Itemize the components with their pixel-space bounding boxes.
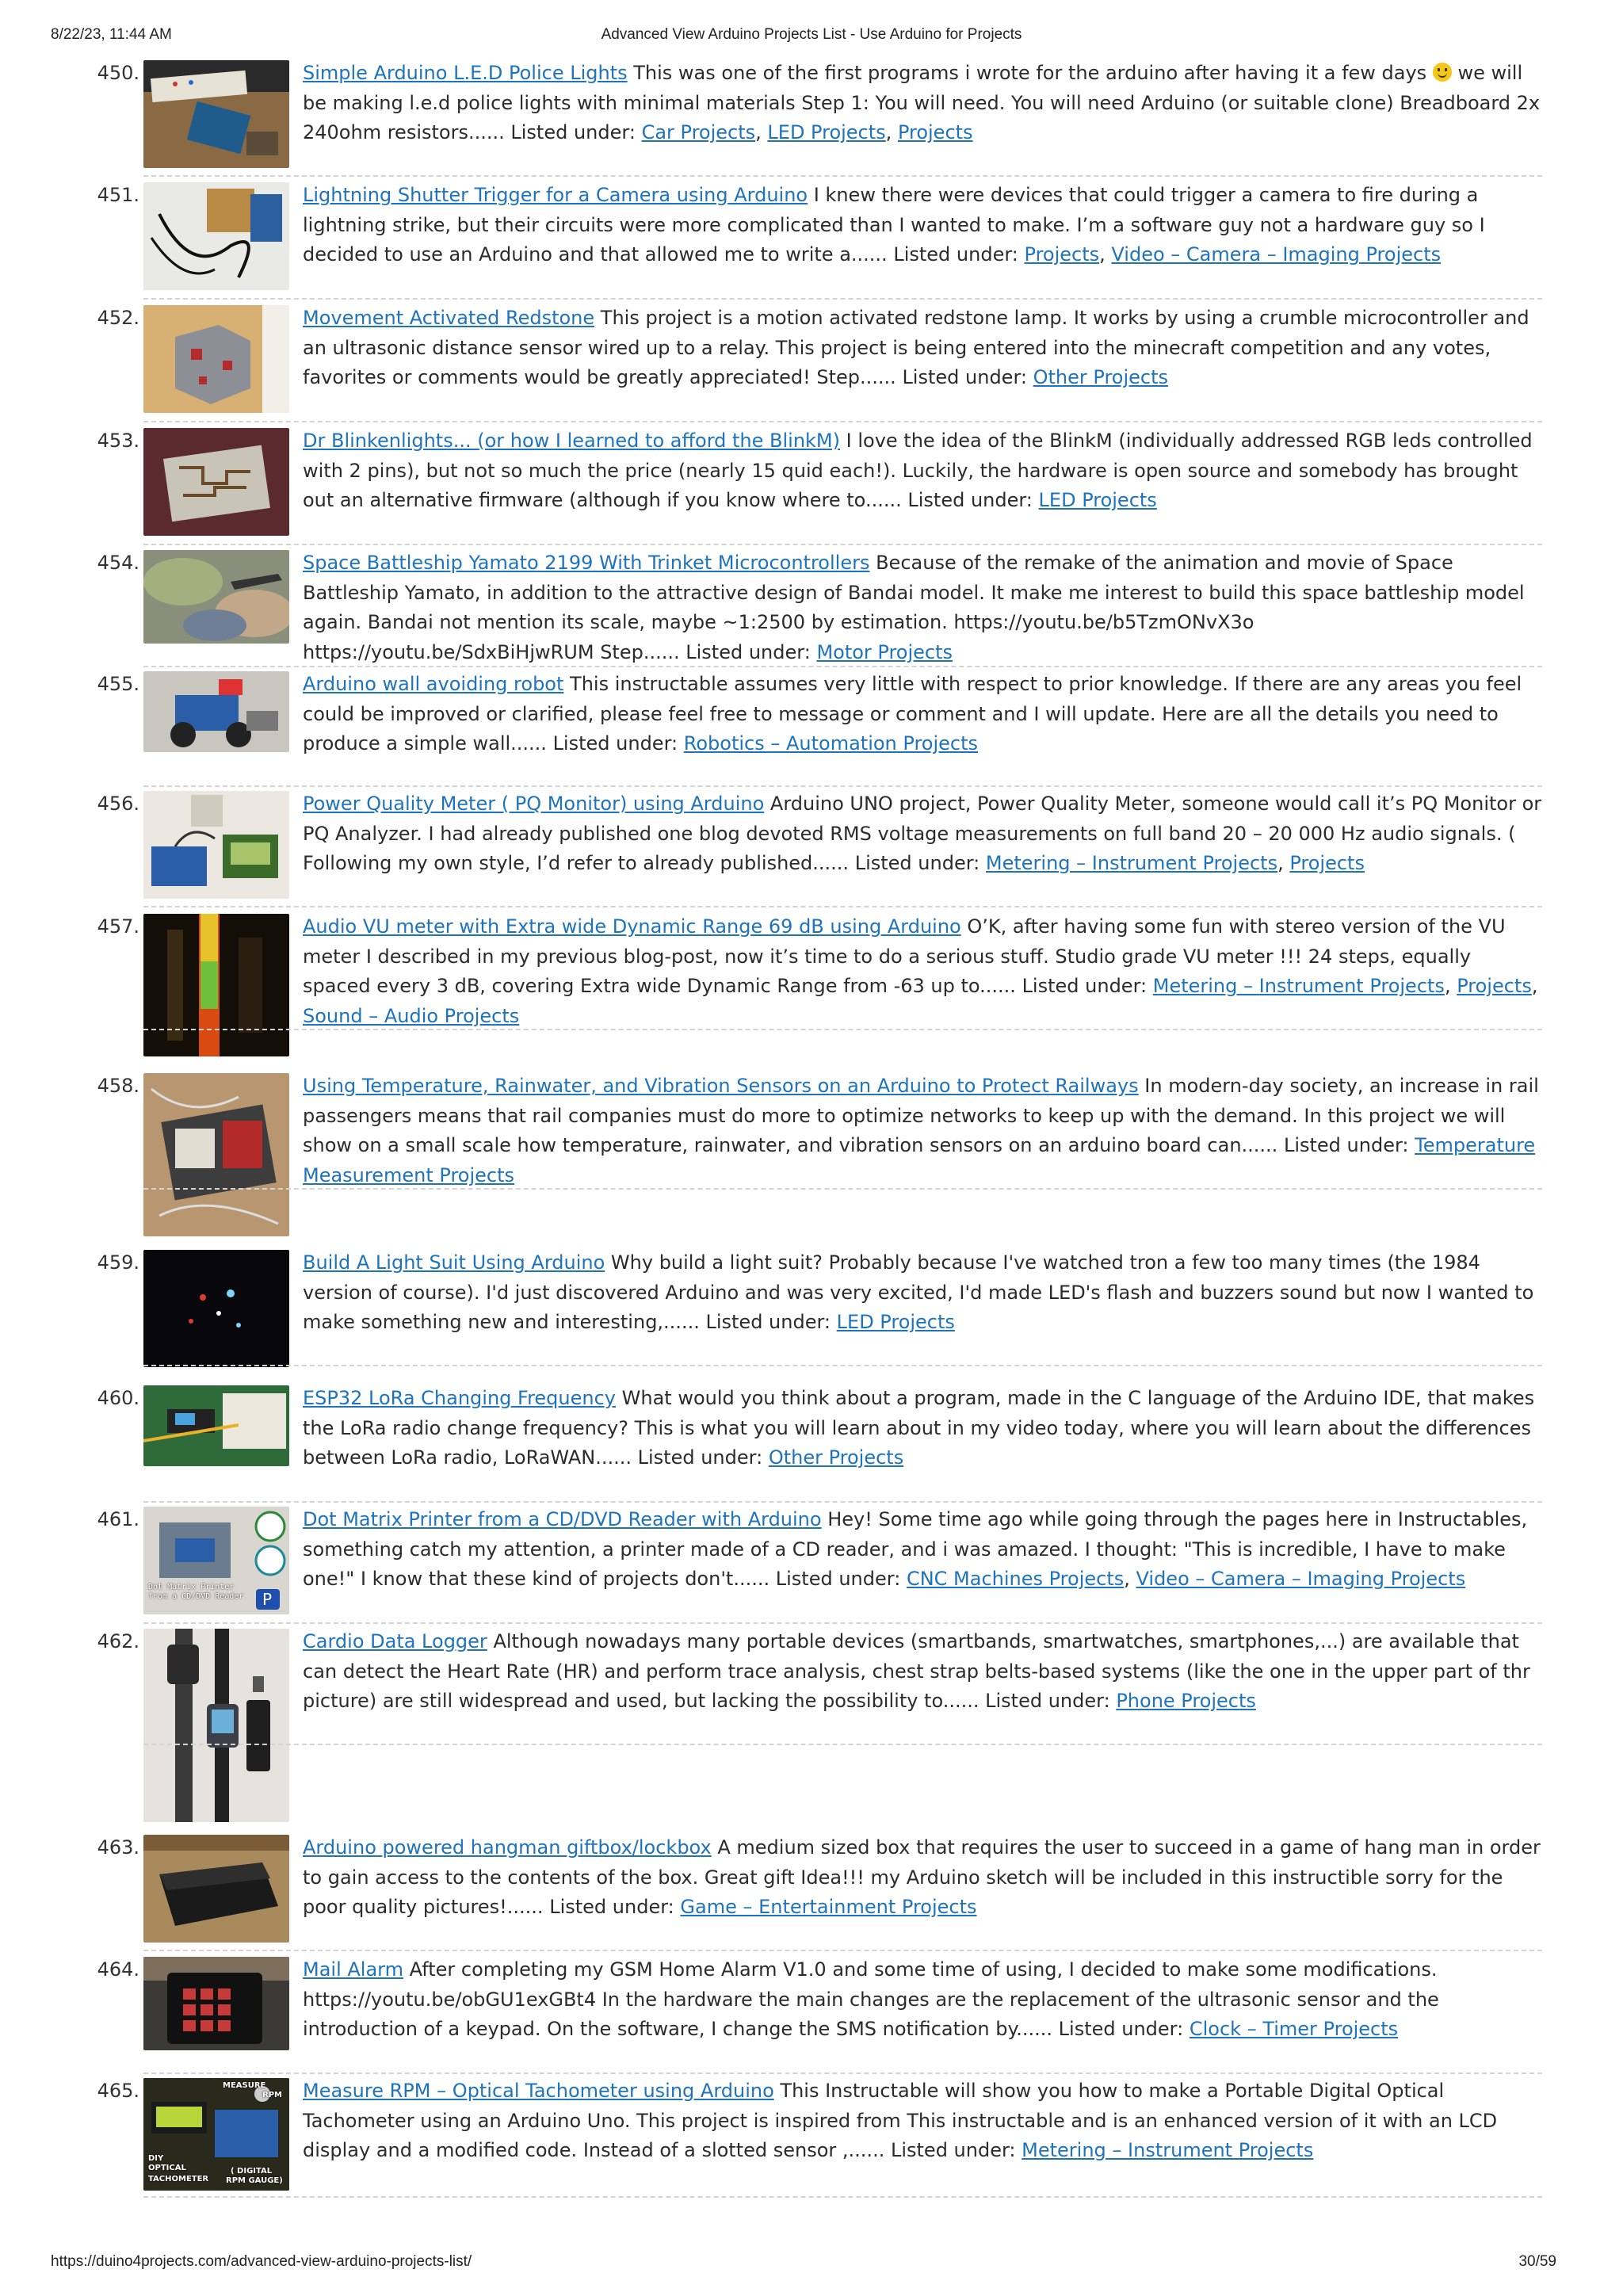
separator [143, 1744, 1542, 1745]
item-text [303, 548, 1542, 667]
separator [143, 175, 1542, 177]
project-thumbnail[interactable] [143, 791, 289, 899]
category-link[interactable]: Phone Projects [1116, 1690, 1256, 1712]
item-text [303, 304, 1542, 393]
project-description: Because of the remake of the animation and movie of Space Battleship Yamato, in addition to the attractive design of Bandai model. It make me interest to build this space battleship model again. Bandai not mention its scale, maybe ~1:2500 by estimation. https://youtu.be/b5TzmONvX3o https://youtu.be/SdxBiHjwRUM Step...... [303, 552, 1525, 663]
item-text [303, 2076, 1542, 2166]
item-number: 461. [97, 1508, 139, 1530]
item-number: 457. [97, 915, 139, 938]
listed-under-label: Listed under: [1022, 975, 1148, 997]
project-thumbnail[interactable] [143, 914, 289, 1056]
item-number: 458. [97, 1075, 139, 1097]
listed-under-label: Listed under: [1058, 2018, 1184, 2040]
project-description: After completing my GSM Home Alarm V1.0 and some time of using, I decided to make some modifications. https://youtu.be/obGU1exGBt4 In the hardware the main changes are the replacement of the ultrasonic sensor and the introduction of a keypad. On the software, I change the SMS notification by...... [303, 1958, 1439, 2040]
project-description: Why build a light suit? Probably because I've watched tron a few too many times (the 1984 version of course). I'd just discovered Arduino and was very excited, I'd made LED's flash and buzzers sound but now I wanted to make something new and interesting,...... [303, 1251, 1534, 1333]
project-title-link[interactable]: Lightning Shutter Trigger for a Camera using Arduino [303, 184, 808, 206]
category-link[interactable]: Projects [1289, 852, 1365, 874]
project-title-link[interactable]: Using Temperature, Rainwater, and Vibration Sensors on an Arduino to Protect Railways [303, 1075, 1139, 1097]
listed-under-label: Listed under: [890, 2139, 1016, 2161]
listed-under-label: Listed under: [552, 732, 678, 755]
item-number: 462. [97, 1630, 139, 1652]
listed-under-label: Listed under: [985, 1690, 1110, 1712]
thumbnail-caption: DIY [148, 2154, 164, 2163]
listed-under-label: Listed under: [893, 243, 1018, 266]
category-link[interactable]: Sound – Audio Projects [303, 1004, 520, 1027]
listed-under-label: Listed under: [685, 640, 811, 663]
project-description: This instructable assumes very little with respect to prior knowledge. If there are any areas you feel could be improved or clarified, please feel free to message or comment and I will update. Here are all the details you need to produce a simple wall...... [303, 673, 1522, 755]
project-title-link[interactable]: Audio VU meter with Extra wide Dynamic Range 69 dB using Arduino [303, 915, 961, 938]
thumbnail-caption: RPM [262, 2091, 282, 2099]
item-number: 463. [97, 1836, 139, 1859]
print-page-title: Advanced View Arduino Projects List - Use Arduino for Projects [601, 26, 1022, 43]
project-title-link[interactable]: Arduino wall avoiding robot [303, 673, 564, 695]
svg-text:P: P [262, 1590, 273, 1609]
project-thumbnail[interactable] [143, 428, 289, 536]
category-link[interactable]: LED Projects [836, 1311, 955, 1333]
item-text: Audio VU meter with Extra wide Dynamic Range 69 dB using Arduino O’K, after having some fun with stereo version of the VU meter I described in my previous blog-post, now it’s time to do a serious stuff. Studio grade VU meter !!! 24 steps, equally spaced every 3 dB, covering Extra wide Dynamic Range from -63 up to...... Listed under: Metering – Instrument Projects, Projects, Sound – Audio Projects [303, 915, 1538, 1027]
project-title-link[interactable]: Mail Alarm [303, 1958, 403, 1981]
category-link[interactable]: Video – Camera – Imaging Projects [1111, 243, 1442, 266]
project-title-link[interactable]: Dot Matrix Printer from a CD/DVD Reader with Arduino [303, 1508, 822, 1530]
category-link[interactable]: Other Projects [1033, 366, 1169, 388]
item-text [303, 1833, 1542, 1923]
separator [143, 785, 1542, 787]
item-number: 452. [97, 307, 139, 329]
item-number: 451. [97, 184, 139, 206]
print-date: 8/22/23, 11:44 AM [51, 26, 172, 43]
project-thumbnail[interactable] [143, 1507, 289, 1614]
item-text [303, 1955, 1542, 2045]
project-description: Although nowadays many portable devices (smartbands, smartwatches, smartphones,...) are available that can detect the Heart Rate (HR) and perform trace analysis, chest strap belts-based systems (like the one in the upper part of thr picture) are still widespread and used, but lacking the possibility to...... [303, 1630, 1530, 1712]
category-link[interactable]: Metering – Instrument Projects [1022, 2139, 1314, 2161]
project-description: This Instructable will show you how to make a Portable Digital Optical Tachometer using an Arduino Uno. This project is inspired from This instructable and is an enhanced version of it with an LCD display and a modified code. Instead of a slotted sensor ,...... [303, 2080, 1498, 2161]
separator [143, 906, 1542, 907]
project-description: I love the idea of the BlinkM (individually addressed RGB leds controlled with 2 pins), but not so much the price (nearly 15 quid each!). Luckily, the hardware is open source and somebody has brought out an alternative firmware (although if you know where to...... [303, 430, 1533, 511]
project-title-link[interactable]: Cardio Data Logger [303, 1630, 487, 1652]
category-link[interactable]: Clock – Timer Projects [1189, 2018, 1399, 2040]
thumbnail-caption: ( DIGITAL [231, 2167, 273, 2176]
thumbnail-caption: TACHOMETER [148, 2175, 209, 2183]
item-text: Power Quality Meter ( PQ Monitor) using Arduino Arduino UNO project, Power Quality Meter, someone would call it’s PQ Monitor or PQ Analyzer. I had already published one blog devoted RMS voltage measurements on full band 20 – 20 000 Hz audio signals. ( Following my own style, I’d refer to already published...... Listed under: Metering – Instrument Projects, Projects [303, 793, 1542, 874]
category-link[interactable]: Car Projects [641, 121, 756, 143]
project-title-link[interactable]: Space Battleship Yamato 2199 With Trinket Microcontrollers [303, 552, 870, 574]
project-description: This project is a motion activated redstone lamp. It works by using a crumble microcontroller and an ultrasonic distance sensor wired up to a relay. This project is being entered into the minecraft competition and any votes, favorites or comments would be greatly appreciated! Step...... [303, 307, 1529, 388]
smiley-icon [1433, 63, 1452, 82]
category-link[interactable]: CNC Machines Projects [906, 1568, 1125, 1590]
separator [143, 1501, 1542, 1503]
listed-under-label: Listed under: [907, 489, 1033, 511]
item-text [303, 1248, 1542, 1338]
project-description: In modern-day society, an increase in rail passengers means that rail companies must do more to optimize networks to keep up with the demand. In this project we will show on a small scale how temperature, rainwater, and vibration sensors on an arduino board can...... [303, 1075, 1539, 1156]
listed-under-label: Listed under: [705, 1311, 831, 1333]
thumbnail-caption: OPTICAL [148, 2164, 186, 2172]
project-thumbnail[interactable] [143, 182, 289, 290]
item-text [303, 1072, 1542, 1190]
item-text [303, 426, 1542, 516]
thumbnail-caption: Dot Matrix Printer [148, 1583, 235, 1591]
category-link[interactable]: Video – Camera – Imaging Projects [1136, 1568, 1466, 1590]
item-number: 450. [97, 62, 139, 84]
project-thumbnail[interactable] [143, 1250, 289, 1367]
category-link[interactable]: LED Projects [1038, 489, 1157, 511]
item-text: Simple Arduino L.E.D Police Lights This was one of the first programs i wrote for the arduino after having it a few days we will be making l.e.d police lights with minimal materials Step 1: You will need. You will need Arduino (or suitable clone) Breadboard 2x 240ohm resistors...... Listed under: Car Projects, LED Projects, Projects [303, 62, 1541, 143]
project-title-link[interactable]: ESP32 LoRa Changing Frequency [303, 1387, 617, 1409]
item-number: 465. [97, 2080, 139, 2102]
project-title-link[interactable]: Measure RPM – Optical Tachometer using Arduino [303, 2080, 774, 2102]
separator [143, 421, 1542, 422]
separator [143, 2073, 1542, 2074]
project-thumbnail[interactable] [143, 550, 289, 644]
item-number: 459. [97, 1251, 139, 1274]
separator [143, 1365, 1542, 1366]
page-number: 30/59 [1518, 2253, 1556, 2270]
project-thumbnail[interactable] [143, 1385, 289, 1466]
category-link[interactable]: Metering – Instrument Projects [985, 852, 1278, 874]
project-description: This was one of the first programs i wrote for the arduino after having it a few days [633, 62, 1427, 84]
category-link[interactable]: Robotics – Automation Projects [683, 732, 979, 755]
item-number: 455. [97, 673, 139, 695]
category-link[interactable]: Game – Entertainment Projects [680, 1896, 977, 1918]
project-title-link[interactable]: Power Quality Meter ( PQ Monitor) using Arduino [303, 793, 765, 815]
project-description: Arduino UNO project, Power Quality Meter, someone would call it’s PQ Monitor or PQ Analyzer. I had already published one blog devoted RMS voltage measurements on full band 20 – 20 000 Hz audio signals. ( Following my own style, I’d refer to already published...... [303, 793, 1542, 874]
project-thumbnail[interactable] [143, 305, 289, 413]
separator [143, 666, 1542, 667]
project-description: O’K, after having some fun with stereo version of the VU meter I described in my previous blog-post, now it’s time to do a serious stuff. Studio grade VU meter !!! 24 steps, equally spaced every 3 dB, covering Extra wide Dynamic Range from -63 up to...... [303, 915, 1506, 997]
project-title-link[interactable]: Arduino powered hangman giftbox/lockbox [303, 1836, 712, 1859]
category-link[interactable]: Temperature Measurement Projects [303, 1134, 1536, 1186]
project-thumbnail[interactable] [143, 1629, 289, 1822]
project-title-link[interactable]: Dr Blinkenlights... (or how I learned to afford the BlinkM) [303, 430, 840, 452]
project-title-link[interactable]: Movement Activated Redstone [303, 307, 595, 329]
project-description: I knew there were devices that could trigger a camera to fire during a lightning strike, but their circuits were more complicated than I wanted to make. I’m a software guy not a hardware guy so I decided to use an Arduino and that allowed me to write a...... [303, 184, 1485, 266]
project-thumbnail[interactable] [143, 1957, 289, 2050]
item-number: 460. [97, 1387, 139, 1409]
listed-under-label: Listed under: [1283, 1134, 1409, 1156]
item-number: 453. [97, 430, 139, 452]
item-text [303, 1384, 1542, 1473]
item-text [303, 1627, 1542, 1717]
separator [143, 1188, 1542, 1190]
category-link[interactable]: Metering – Instrument Projects [1152, 975, 1445, 997]
category-link[interactable]: Projects [1457, 975, 1532, 997]
separator [143, 544, 1542, 545]
item-text [303, 670, 1542, 759]
item-number: 454. [97, 552, 139, 574]
project-thumbnail[interactable] [143, 60, 289, 168]
separator [143, 1950, 1542, 1951]
project-thumbnail[interactable] [143, 671, 289, 752]
category-link[interactable]: LED Projects [767, 121, 886, 143]
item-text: Lightning Shutter Trigger for a Camera using Arduino I knew there were devices that could trigger a camera to fire during a lightning strike, but their circuits were more complicated than I wanted to make. I’m a software guy not a hardware guy so I decided to use an Arduino and that allowed me to write a...... Listed under: Projects, Video – Camera – Imaging Projects [303, 184, 1485, 266]
project-description-continued: we will be making l.e.d police lights with minimal materials Step 1: You will need. You will need Arduino (or suitable clone) Breadboard 2x 240ohm resistors...... [303, 62, 1541, 143]
listed-under-label: Listed under: [510, 121, 636, 143]
project-title-link[interactable]: Simple Arduino L.E.D Police Lights [303, 62, 628, 84]
project-thumbnail[interactable] [143, 1835, 289, 1943]
thumbnail-caption: MEASURE [223, 2081, 266, 2090]
project-thumbnail[interactable] [143, 2078, 289, 2191]
project-description: What would you think about a program, made in the C language of the Arduino IDE, that makes the LoRa radio change frequency? This is what you will learn about in my video today, where you will learn about the differences between LoRa radio, LoRaWAN...... [303, 1387, 1535, 1469]
project-description: Hey! Some time ago while going through the pages here in Instructables, something catch my attention, a printer made of a CD reader, and i was amazed. I thought: "This is incredible, I have to make one!" I know that these kind of projects don't...... [303, 1508, 1528, 1590]
category-link[interactable]: Projects [897, 121, 973, 143]
listed-under-label: Listed under: [775, 1568, 901, 1590]
category-link[interactable]: Other Projects [768, 1446, 904, 1469]
item-text: Dot Matrix Printer from a CD/DVD Reader with Arduino Hey! Some time ago while going through the pages here in Instructables, something catch my attention, a printer made of a CD reader, and i was amazed. I thought: "This is incredible, I have to make one!" I know that these kind of projects don't...... Listed under: CNC Machines Projects, Video – Camera – Imaging Projects [303, 1508, 1528, 1590]
item-number: 456. [97, 793, 139, 815]
category-link[interactable]: Projects [1024, 243, 1100, 266]
listed-under-label: Listed under: [902, 366, 1027, 388]
separator [143, 1029, 1542, 1030]
item-number: 464. [97, 1958, 139, 1981]
listed-under-label: Listed under: [549, 1896, 674, 1918]
thumbnail-caption: RPM GAUGE) [226, 2176, 283, 2185]
project-thumbnail[interactable] [143, 1073, 289, 1236]
separator [143, 2196, 1542, 2198]
separator [143, 1622, 1542, 1624]
separator [143, 298, 1542, 300]
thumbnail-caption: from a CD/DVD Reader [148, 1592, 244, 1601]
project-title-link[interactable]: Build A Light Suit Using Arduino [303, 1251, 605, 1274]
project-description: A medium sized box that requires the user to succeed in a game of hang man in order to gain access to the contents of the box. Great gift Idea!!! my Arduino sketch will be included in this instructible sorry for the poor quality pictures!...... [303, 1836, 1541, 1918]
category-link[interactable]: Motor Projects [816, 640, 953, 663]
listed-under-label: Listed under: [854, 852, 980, 874]
listed-under-label: Listed under: [637, 1446, 763, 1469]
print-url: https://duino4projects.com/advanced-view-arduino-projects-list/ [51, 2253, 472, 2270]
